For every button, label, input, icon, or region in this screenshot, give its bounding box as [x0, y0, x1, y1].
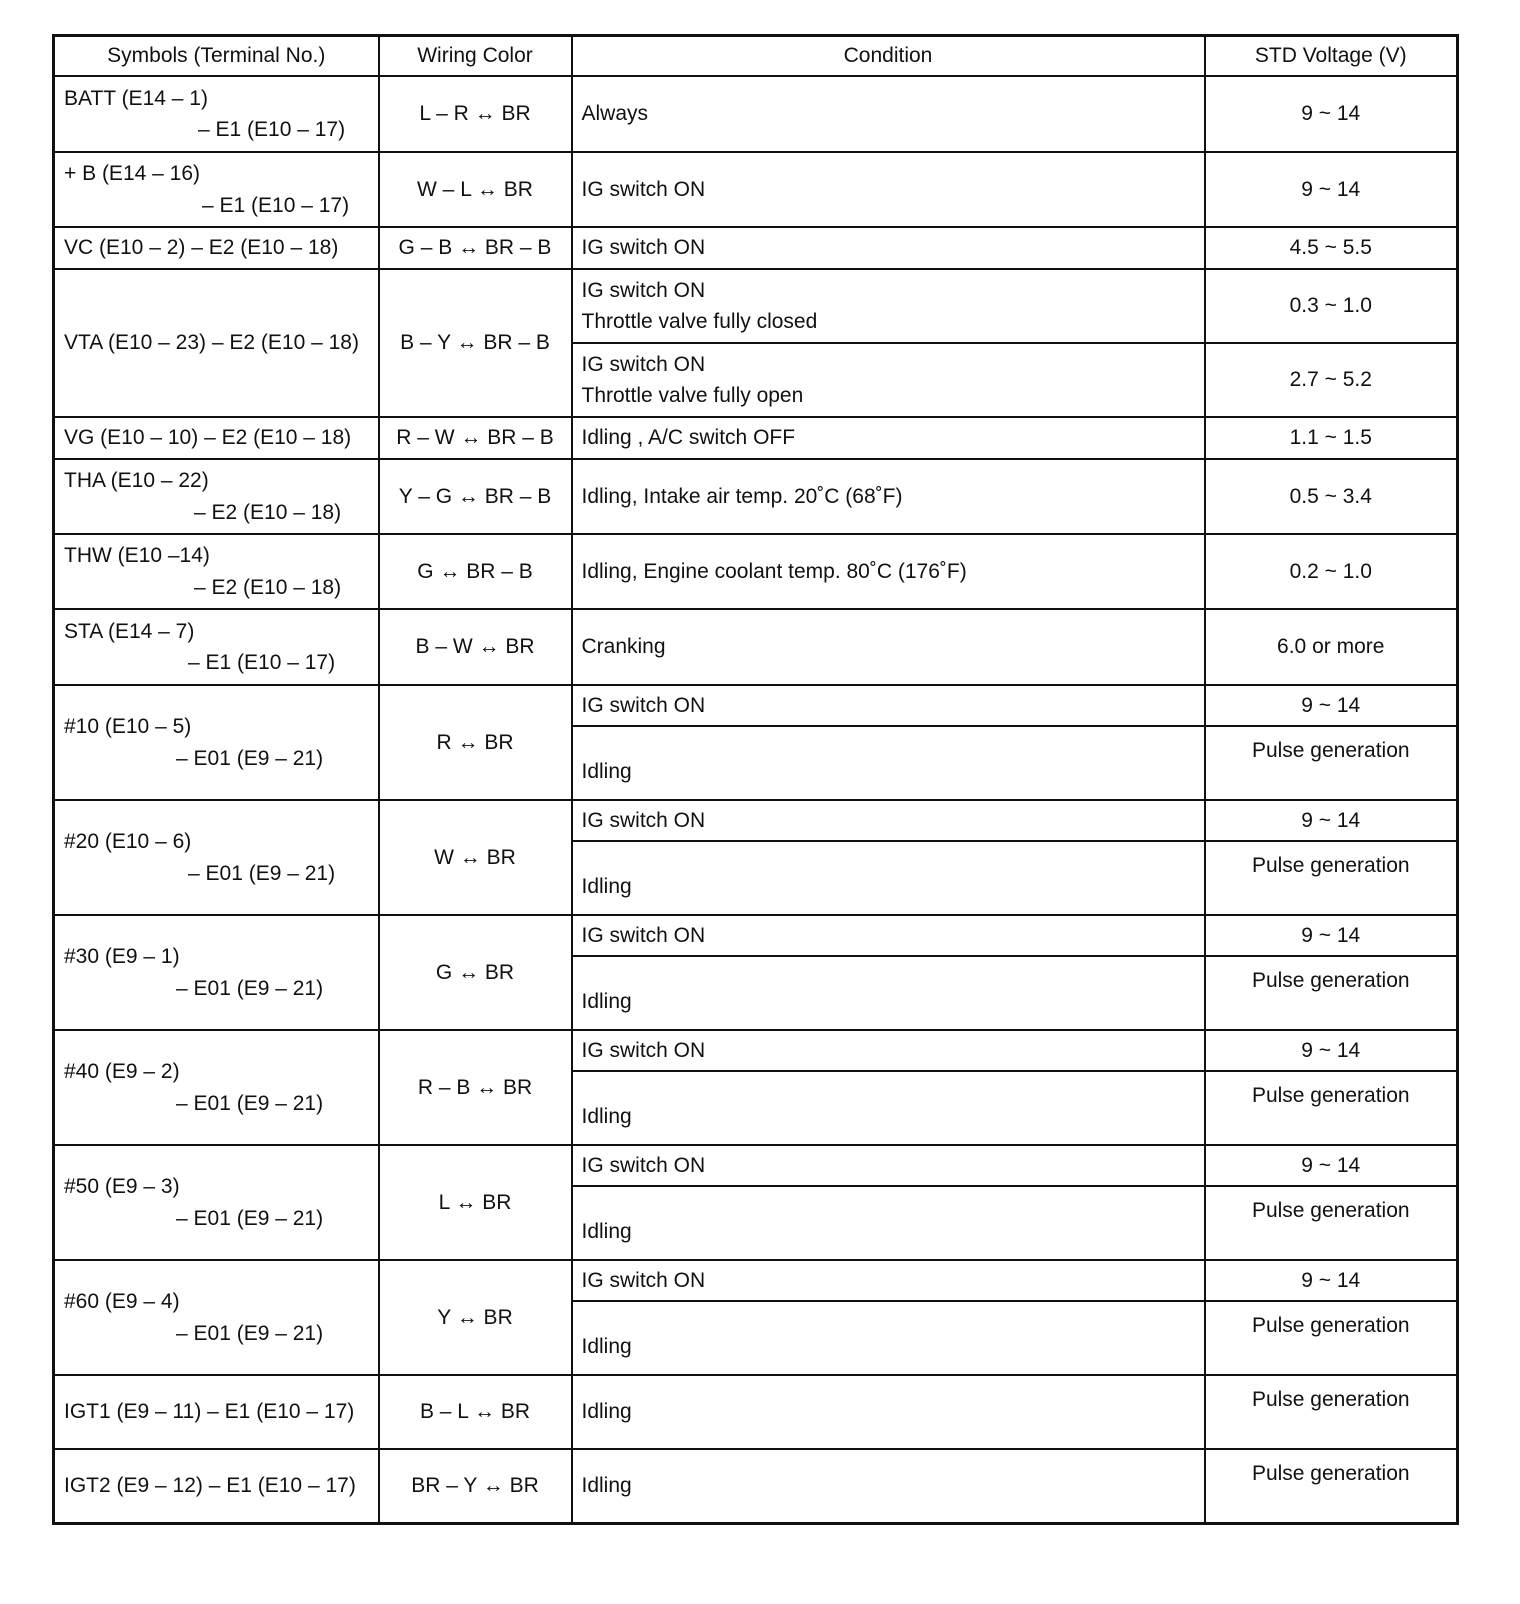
wiring-cell: L – R ↔ BR [379, 76, 572, 152]
condition-cell: IG switch ON [572, 800, 1205, 841]
wiring-cell: Y ↔ BR [379, 1260, 572, 1375]
condition-cell: Idling , A/C switch OFF [572, 417, 1205, 459]
symbol-cell: #30 (E9 – 1) – E01 (E9 – 21) [54, 915, 379, 1030]
voltage-cell: Pulse generation [1205, 956, 1458, 1030]
wiring-cell: R – B ↔ BR [379, 1030, 572, 1145]
table-row [54, 1375, 1458, 1449]
voltage-cell: 9 ~ 14 [1205, 1030, 1458, 1071]
condition-cell: Idling [572, 1186, 1205, 1260]
voltage-cell: 1.1 ~ 1.5 [1205, 417, 1458, 459]
wiring-cell: G ↔ BR [379, 915, 572, 1030]
symbol-cell: #60 (E9 – 4) – E01 (E9 – 21) [54, 1260, 379, 1375]
symbol-cell: #10 (E10 – 5) – E01 (E9 – 21) [54, 685, 379, 800]
table-row [54, 1260, 1458, 1301]
wiring-cell: W – L ↔ BR [379, 152, 572, 227]
table-row [54, 800, 1458, 841]
condition-cell: Idling, Intake air temp. 20˚C (68˚F) [572, 459, 1205, 534]
header-std-voltage: STD Voltage (V) [1205, 36, 1458, 77]
wiring-cell: Y – G ↔ BR – B [379, 459, 572, 534]
voltage-cell: Pulse generation [1205, 841, 1458, 915]
condition-cell: Cranking [572, 609, 1205, 685]
voltage-cell: 9 ~ 14 [1205, 152, 1458, 227]
voltage-cell: 0.3 ~ 1.0 [1205, 269, 1458, 343]
condition-cell: Idling [572, 726, 1205, 800]
symbol-cell: IGT1 (E9 – 11) – E1 (E10 – 17) [54, 1375, 379, 1449]
symbol-cell: #40 (E9 – 2) – E01 (E9 – 21) [54, 1030, 379, 1145]
header-row [54, 36, 1458, 77]
table-row [54, 269, 1458, 343]
voltage-cell: 9 ~ 14 [1205, 1260, 1458, 1301]
condition-cell: IG switch ON [572, 685, 1205, 726]
voltage-cell: 9 ~ 14 [1205, 76, 1458, 152]
voltage-cell: 4.5 ~ 5.5 [1205, 227, 1458, 269]
condition-cell: Idling [572, 1301, 1205, 1375]
condition-cell: Idling [572, 1449, 1205, 1523]
wiring-cell: R ↔ BR [379, 685, 572, 800]
symbol-cell: THW (E10 –14) – E2 (E10 – 18) [54, 534, 379, 609]
symbol-cell: THA (E10 – 22) – E2 (E10 – 18) [54, 459, 379, 534]
table-row [54, 685, 1458, 726]
table-row [54, 915, 1458, 956]
voltage-cell: 0.5 ~ 3.4 [1205, 459, 1458, 534]
table-row [54, 1030, 1458, 1071]
symbol-cell: BATT (E14 – 1) – E1 (E10 – 17) [54, 76, 379, 152]
table-row [54, 76, 1458, 152]
voltage-cell: 6.0 or more [1205, 609, 1458, 685]
condition-cell: IG switch ON [572, 915, 1205, 956]
voltage-cell: 9 ~ 14 [1205, 1145, 1458, 1186]
table-row [54, 227, 1458, 269]
condition-cell: IG switch ON Throttle valve fully open [572, 343, 1205, 417]
condition-cell: IG switch ON [572, 227, 1205, 269]
wiring-cell: B – L ↔ BR [379, 1375, 572, 1449]
wiring-cell: B – Y ↔ BR – B [379, 269, 572, 417]
condition-cell: IG switch ON [572, 1145, 1205, 1186]
table-row [54, 1145, 1458, 1186]
wiring-cell: G – B ↔ BR – B [379, 227, 572, 269]
wiring-cell: R – W ↔ BR – B [379, 417, 572, 459]
wiring-cell: B – W ↔ BR [379, 609, 572, 685]
condition-cell: IG switch ON [572, 1260, 1205, 1301]
table-row [54, 609, 1458, 685]
symbol-cell: VC (E10 – 2) – E2 (E10 – 18) [54, 227, 379, 269]
symbol-cell: IGT2 (E9 – 12) – E1 (E10 – 17) [54, 1449, 379, 1523]
symbol-cell: + B (E14 – 16) – E1 (E10 – 17) [54, 152, 379, 227]
voltage-cell: 9 ~ 14 [1205, 685, 1458, 726]
table-row [54, 534, 1458, 609]
symbol-cell: VTA (E10 – 23) – E2 (E10 – 18) [54, 269, 379, 417]
voltage-cell: Pulse generation [1205, 1301, 1458, 1375]
voltage-cell: Pulse generation [1205, 1375, 1458, 1449]
condition-cell: IG switch ON Throttle valve fully closed [572, 269, 1205, 343]
table-row [54, 152, 1458, 227]
voltage-cell: 9 ~ 14 [1205, 915, 1458, 956]
voltage-cell: Pulse generation [1205, 1071, 1458, 1145]
condition-cell: Idling [572, 1375, 1205, 1449]
table-row [54, 459, 1458, 534]
symbol-cell: #50 (E9 – 3) – E01 (E9 – 21) [54, 1145, 379, 1260]
condition-cell: IG switch ON [572, 1030, 1205, 1071]
terminal-voltage-table [52, 34, 1459, 1525]
header-condition: Condition [572, 36, 1205, 77]
voltage-cell: 0.2 ~ 1.0 [1205, 534, 1458, 609]
table-row [54, 1449, 1458, 1523]
wiring-cell: L ↔ BR [379, 1145, 572, 1260]
header-wiring-color: Wiring Color [379, 36, 572, 77]
condition-cell: Always [572, 76, 1205, 152]
condition-cell: Idling [572, 1071, 1205, 1145]
voltage-cell: Pulse generation [1205, 1449, 1458, 1523]
wiring-cell: BR – Y ↔ BR [379, 1449, 572, 1523]
condition-cell: Idling [572, 956, 1205, 1030]
table-row [54, 417, 1458, 459]
symbol-cell: VG (E10 – 10) – E2 (E10 – 18) [54, 417, 379, 459]
condition-cell: IG switch ON [572, 152, 1205, 227]
wiring-cell: G ↔ BR – B [379, 534, 572, 609]
voltage-cell: 2.7 ~ 5.2 [1205, 343, 1458, 417]
voltage-cell: Pulse generation [1205, 726, 1458, 800]
symbol-cell: STA (E14 – 7) – E1 (E10 – 17) [54, 609, 379, 685]
header-symbols: Symbols (Terminal No.) [54, 36, 379, 77]
voltage-cell: Pulse generation [1205, 1186, 1458, 1260]
condition-cell: Idling, Engine coolant temp. 80˚C (176˚F) [572, 534, 1205, 609]
wiring-cell: W ↔ BR [379, 800, 572, 915]
voltage-cell: 9 ~ 14 [1205, 800, 1458, 841]
condition-cell: Idling [572, 841, 1205, 915]
symbol-cell: #20 (E10 – 6) – E01 (E9 – 21) [54, 800, 379, 915]
